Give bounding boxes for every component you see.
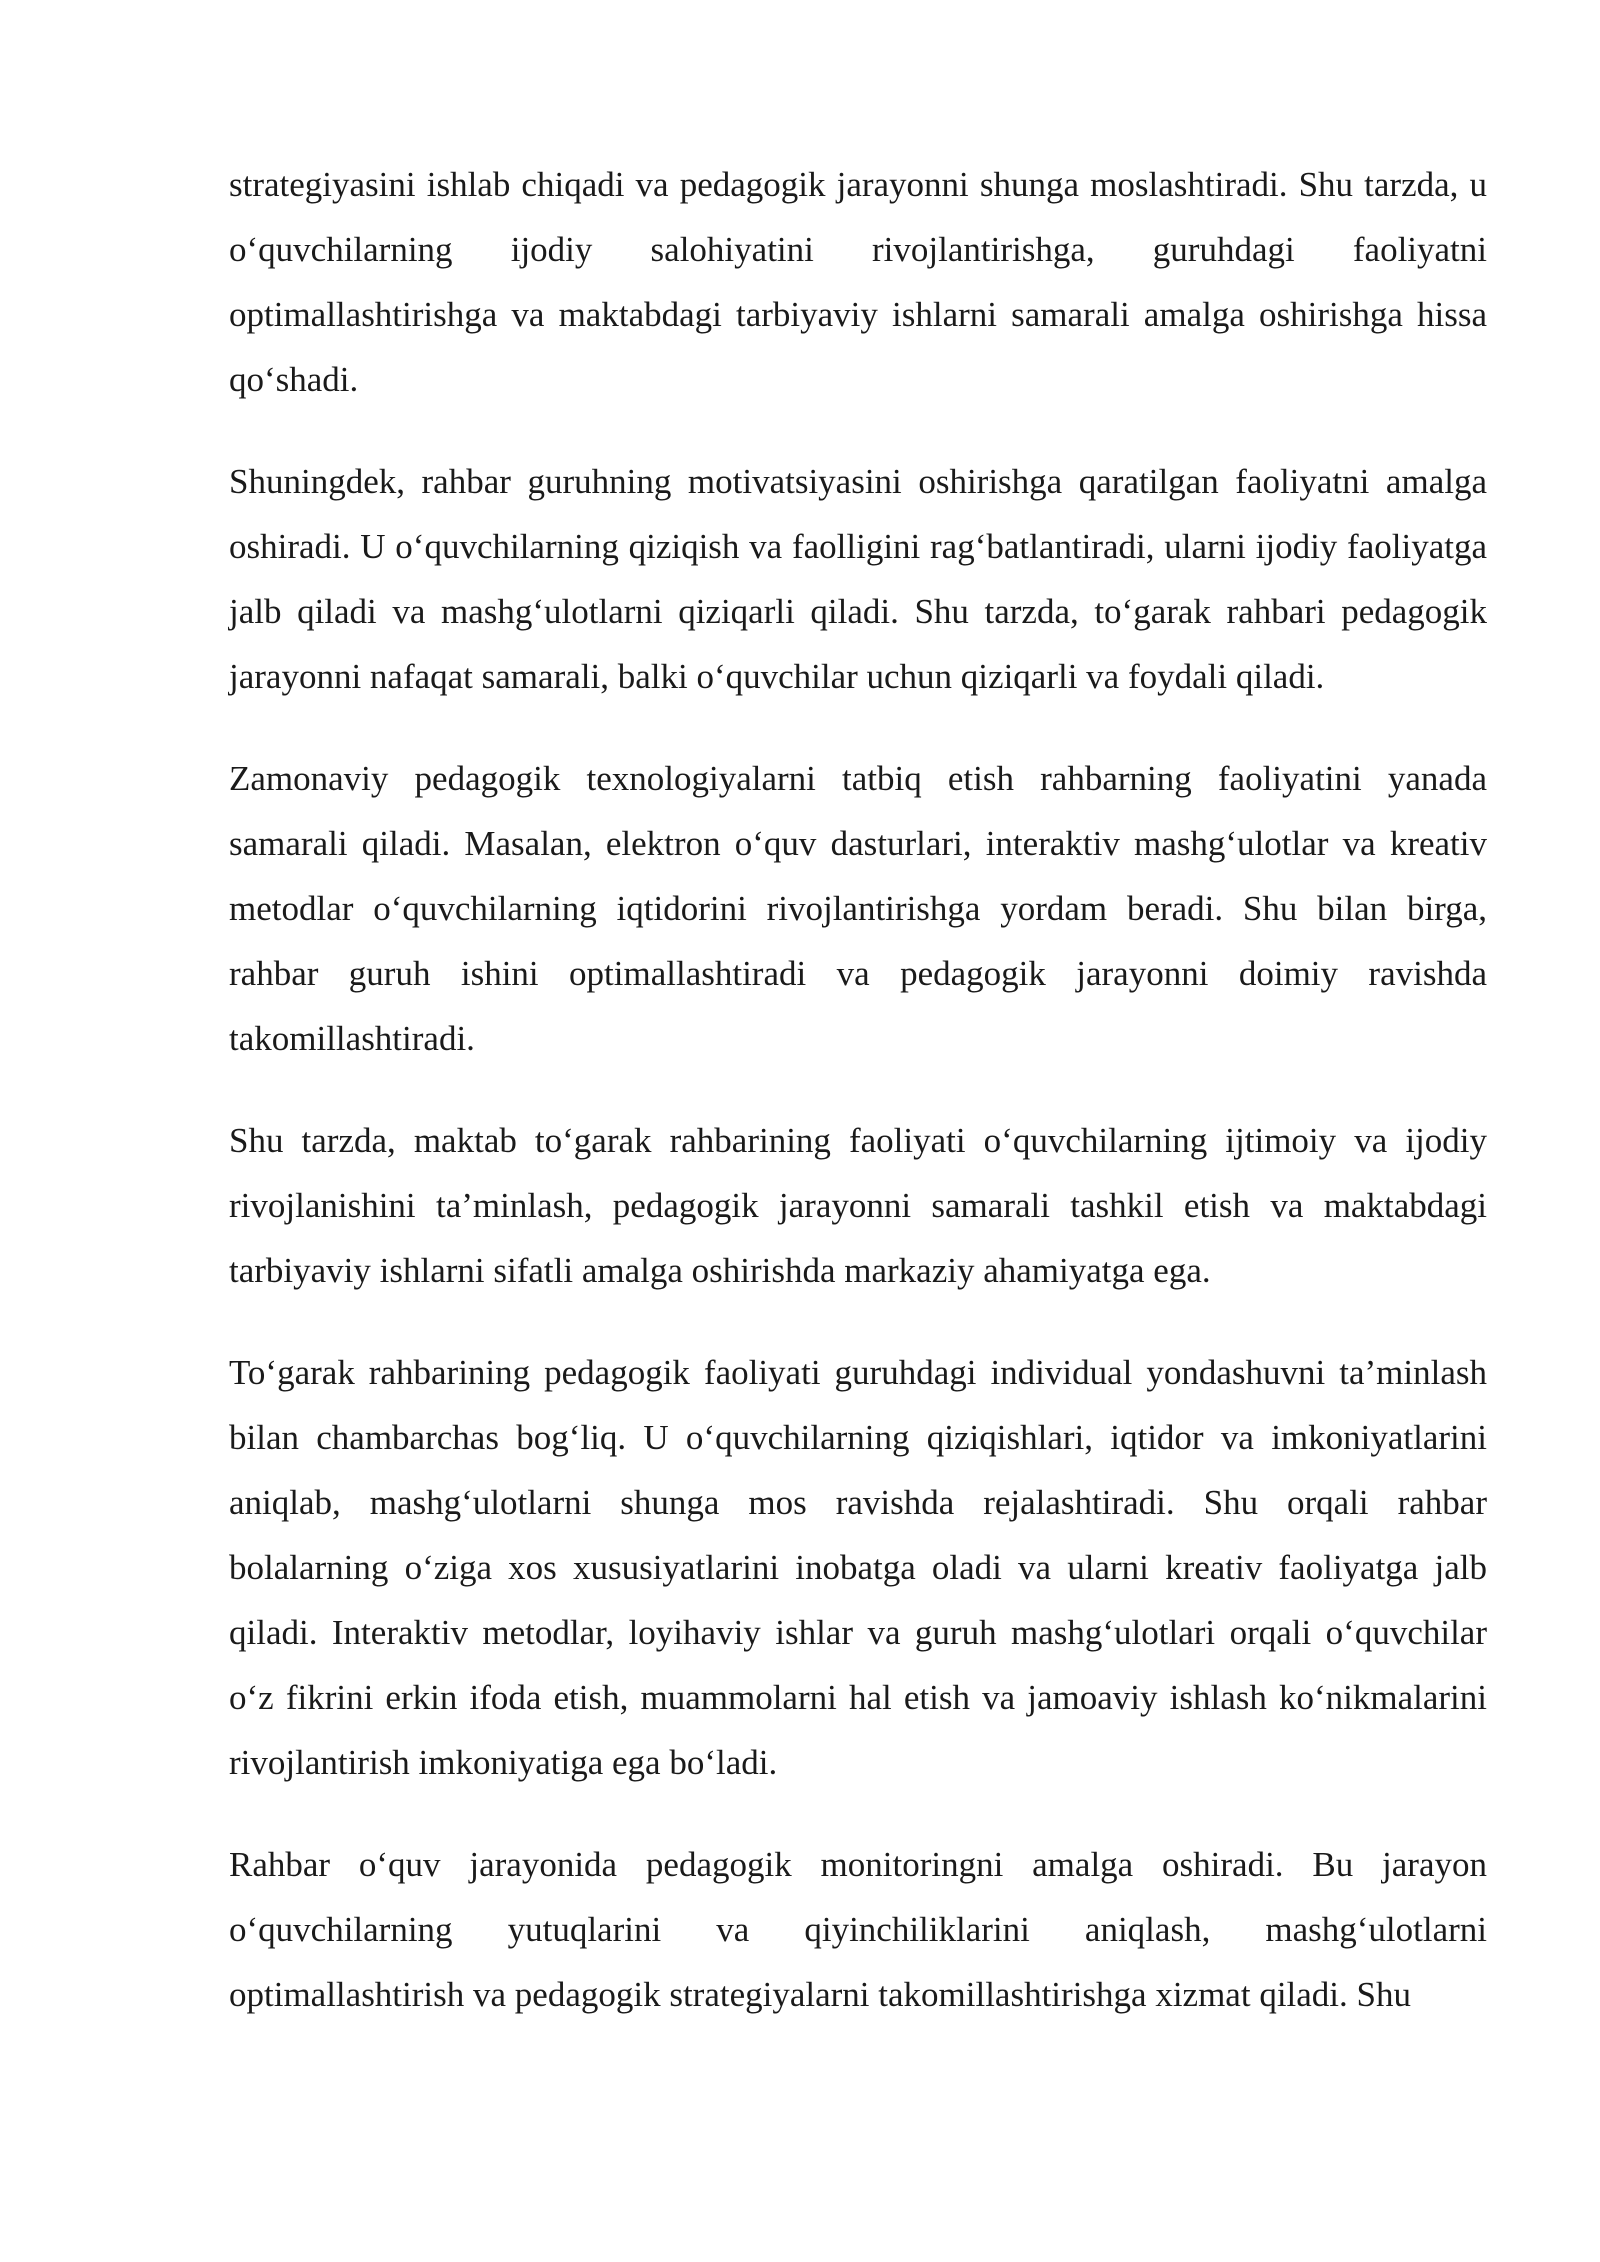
paragraph-1: strategiyasini ishlab chiqadi va pedagogik jarayonni shunga moslashtiradi. Shu tarzda, u o‘quvchilarning ijodiy salohiyatini rivojlantirishga, guruhdagi faoliyatni optimallashtirishga va maktabdagi tarbiyaviy ishlarni samarali amalga oshirishga hissa qo‘shadi. bbox=[229, 165, 1487, 399]
paragraph-5: To‘garak rahbarining pedagogik faoliyati guruhdagi individual yondashuvni ta’minlash bilan chambarchas bog‘liq. U o‘quvchilarning qiziqishlari, iqtidor va imkoniyatlarini aniqlab, mashg‘ulotlarni shunga mos ravishda rejalashtiradi. Shu orqali rahbar bolalarning o‘ziga xos xususiyatlarini inobatga oladi va ularni kreativ faoliyatga jalb qiladi. Interaktiv metodlar, loyihaviy ishlar va guruh mashg‘ulotlari orqali o‘quvchilar o‘z fikrini erkin ifoda etish, muammolarni hal etish va jamoaviy ishlash ko‘nikmalarini rivojlantirish imkoniyatiga ega bo‘ladi. bbox=[229, 1353, 1487, 1782]
paragraph-2: Shuningdek, rahbar guruhning motivatsiyasini oshirishga qaratilgan faoliyatni amalga oshiradi. U o‘quvchilarning qiziqish va faolligini rag‘batlantiradi, ularni ijodiy faoliyatga jalb qiladi va mashg‘ulotlarni qiziqarli qiladi. Shu tarzda, to‘garak rahbari pedagogik jarayonni nafaqat samarali, balki o‘quvchilar uchun qiziqarli va foydali qiladi. bbox=[229, 462, 1487, 696]
paragraph-6: Rahbar o‘quv jarayonida pedagogik monitoringni amalga oshiradi. Bu jarayon o‘quvchilarning yutuqlarini va qiyinchiliklarini aniqlash, mashg‘ulotlarni optimallashtirish va pedagogik strategiyalarni takomillashtirishga xizmat qiladi. Shu bbox=[229, 1845, 1487, 2014]
document-body bbox=[229, 152, 1487, 2027]
paragraph-3: Zamonaviy pedagogik texnologiyalarni tatbiq etish rahbarning faoliyatini yanada samarali qiladi. Masalan, elektron o‘quv dasturlari, interaktiv mashg‘ulotlar va kreativ metodlar o‘quvchilarning iqtidorini rivojlantirishga yordam beradi. Shu bilan birga, rahbar guruh ishini optimallashtiradi va pedagogik jarayonni doimiy ravishda takomillashtiradi. bbox=[229, 759, 1487, 1058]
paragraph-4: Shu tarzda, maktab to‘garak rahbarining faoliyati o‘quvchilarning ijtimoiy va ijodiy rivojlanishini ta’minlash, pedagogik jarayonni samarali tashkil etish va maktabdagi tarbiyaviy ishlarni sifatli amalga oshirishda markaziy ahamiyatga ega. bbox=[229, 1121, 1487, 1290]
